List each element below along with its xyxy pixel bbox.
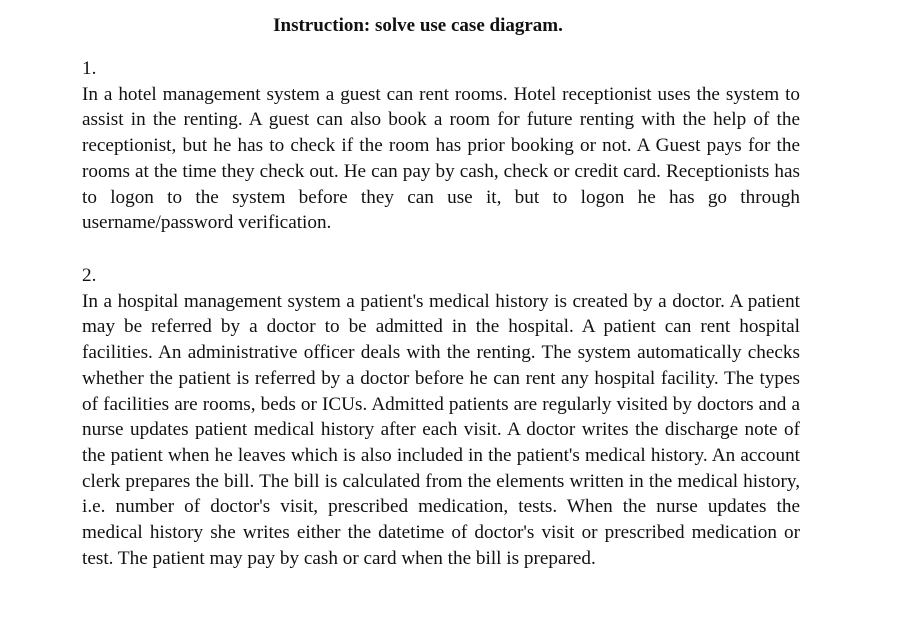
question-2-number: 2.	[82, 265, 97, 286]
page-title: Instruction: solve use case diagram.	[273, 15, 563, 36]
question-1-text: In a hotel management system a guest can rent rooms. Hotel receptionist uses the system to assist in the renting. A guest can also book a room for future renting with the help of the receptionist, but he has to check if the room has prior booking or not. A Guest pays for the rooms at the time they check out. He can pay by cash, check or credit card. Receptionists has to logon to the system before they can use it, but to logon he has go through username/password verification.	[82, 83, 800, 234]
question-2-text: In a hospital management system a patient's medical history is created by a doctor. A patient may be referred by a doctor to be admitted in the hospital. A patient can rent hospital facilities. An administrative officer deals with the renting. The system automatically checks whether the patient is referred by a doctor before he can rent any hospital facility. The types of facilities are rooms, beds or ICUs. Admitted patients are regularly visited by doctors and a nurse updates patient medical history after each visit. A doctor writes the discharge note of the patient when he leaves which is also included in the patient's medical history. An account clerk prepares the bill. The bill is calculated from the elements written in the medical history, i.e. number of doctor's visit, prescribed medication, tests. When the nurse updates the medical history she writes either the datetime of doctor's visit or prescribed medication or test. The patient may pay by cash or card when the bill is prepared.	[82, 290, 800, 569]
question-2	[82, 263, 800, 571]
question-1	[82, 56, 800, 236]
question-1-number: 1.	[82, 58, 97, 79]
